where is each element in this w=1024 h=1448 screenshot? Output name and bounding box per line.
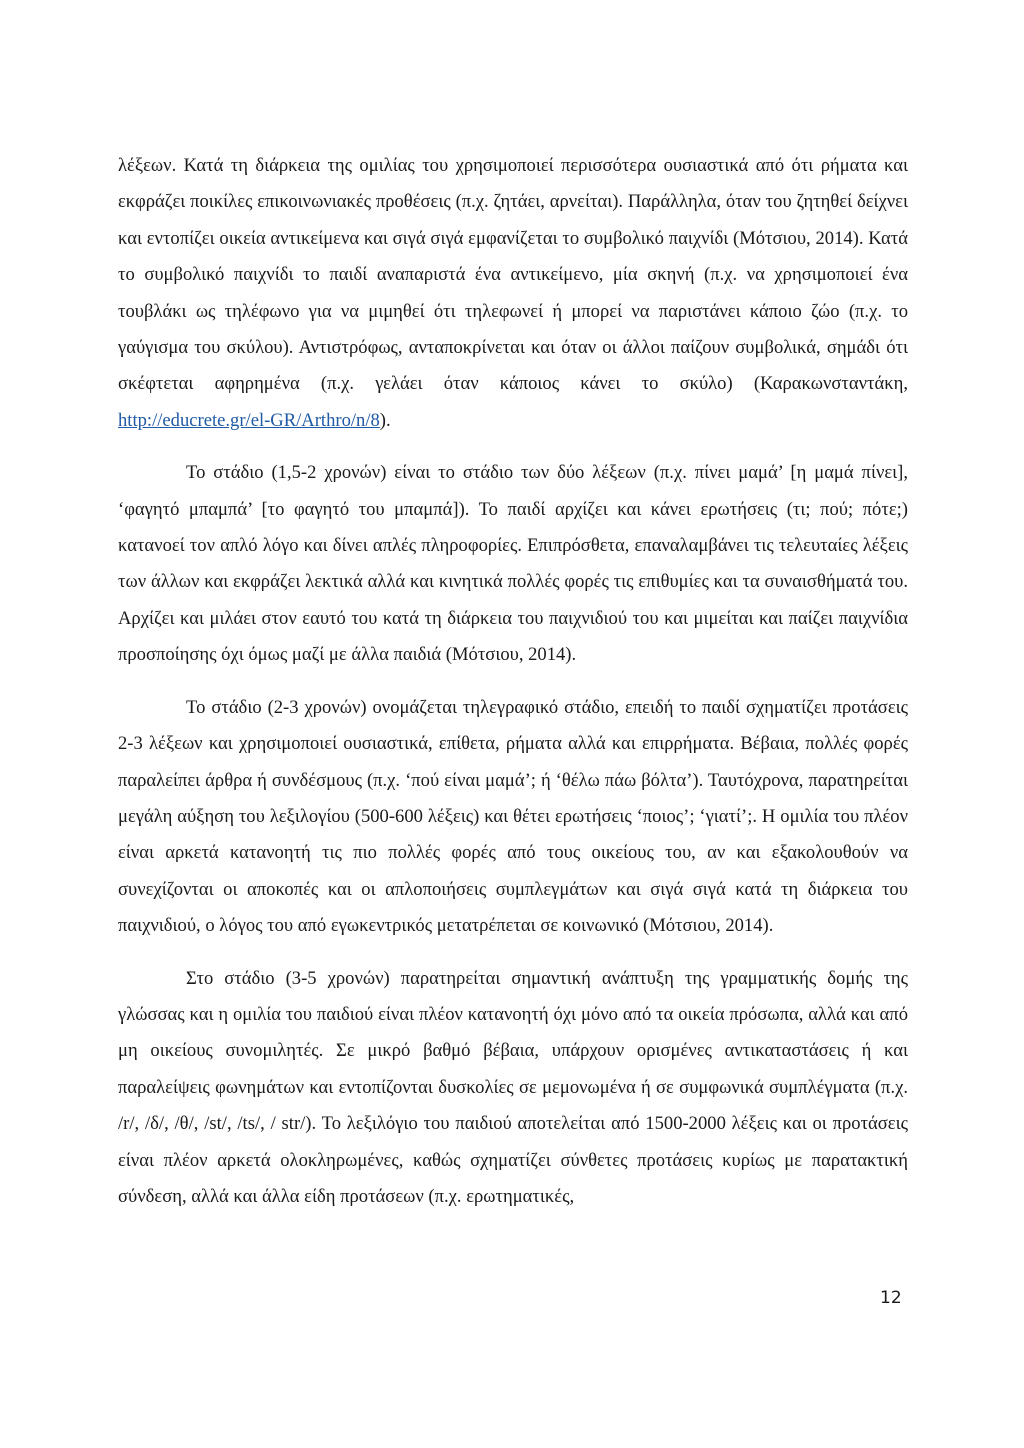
paragraph-three-to-five-stage: Στο στάδιο (3-5 χρονών) παρατηρείται σημαντική ανάπτυξη της γραμματικής δομής της γλώσσας και η ομιλία του παιδιού είναι πλέον κατανοητή όχι μόνο από τα οικεία πρόσωπα, αλλά και από μη οικείους συνομιλητές. Σε μικρό βαθμό βέβαια, υπάρχουν ορισμένες αντικαταστάσεις ή και παραλείψεις φωνημάτων και εντοπίζονται δυσκολίες σε μεμονωμένα ή σε συμφωνικά συμπλέγματα (π.χ. /r/, /δ/, /θ/, /st/, /ts/, / str/). Το λεξιλόγιο του παιδιού αποτελείται από 1500-2000 λέξεις και οι προτάσεις είναι πλέον αρκετά ολοκληρωμένες, καθώς σχηματίζει σύνθετες προτάσεις κυρίως με παρατακτική σύνδεση, αλλά και άλλα είδη προτάσεων (π.χ. ερωτηματικές, [118, 967, 908, 1207]
paragraph-two-word-stage: Το στάδιο (1,5-2 χρονών) είναι το στάδιο των δύο λέξεων (π.χ. πίνει μαμά’ [η μαμά πίνει], ‘φαγητό μπαμπά’ [το φαγητό του μπαμπά]). Το παιδί αρχίζει και κάνει ερωτήσεις (τι; πού; πότε;) κατανοεί τον απλό λόγο και δίνει απλές πληροφορίες. Επιπρόσθετα, επαναλαμβάνει τις τελευταίες λέξεις των άλλων και εκφράζει λεκτικά αλλά και κινητικά πολλές φορές τις επιθυμίες και τα συναισθήματά του. Αρχίζει και μιλάει στον εαυτό του κατά τη διάρκεια του παιχνιδιού του και μιμείται και παίζει παιχνίδια προσποίησης όχι όμως μαζί με άλλα παιδιά (Μότσιου, 2014). [118, 462, 908, 666]
document-body [118, 148, 908, 1215]
paragraph-telegraphic-stage: Το στάδιο (2-3 χρονών) ονομάζεται τηλεγραφικό στάδιο, επειδή το παιδί σχηματίζει προτάσεις 2-3 λέξεων και χρησιμοποιεί ουσιαστικά, επίθετα, ρήματα αλλά και επιρρήματα. Βέβαια, πολλές φορές παραλείπει άρθρα ή συνδέσμους (π.χ. ‘πού είναι μαμά’; ή ‘θέλω πάω βόλτα’). Ταυτόχρονα, παρατηρείται μεγάλη αύξηση του λεξιλογίου (500-600 λέξεις) και θέτει ερωτήσεις ‘ποιος’; ‘γιατί’;. Η ομιλία του πλέον είναι αρκετά κατανοητή τις πιο πολλές φορές από τους οικείους του, αν και εξακολουθούν να συνεχίζονται οι αποκοπές και οι απλοποιήσεις συμπλεγμάτων και σιγά σιγά κατά τη διάρκεια του παιχνιδιού, ο λόγος του από εγωκεντρικός μετατρέπεται σε κοινωνικό (Μότσιου, 2014). [118, 696, 908, 937]
page-number: 12 [880, 1288, 902, 1308]
reference-link[interactable]: http://educrete.gr/el-GR/Arthro/n/8 [118, 409, 380, 431]
paragraph-text: λέξεων. Κατά τη διάρκεια της ομιλίας του χρησιμοποιεί περισσότερα ουσιαστικά από ότι ρήματα και εκφράζει ποικίλες επικοινωνιακές προθέσεις (π.χ. ζητάει, αρνείται). Παράλληλα, όταν του ζητηθεί δείχνει και εντοπίζει οικεία αντικείμενα και σιγά σιγά εμφανίζεται το συμβολικό παιχνίδι (Μότσιου, 2014). Κατά το συμβολικό παιχνίδι το παιδί αναπαριστά ένα αντικείμενο, μία σκηνή (π.χ. να χρησιμοποιεί ένα τουβλάκι ως τηλέφωνο για να μιμηθεί ότι τηλεφωνεί ή μπορεί να παριστάνει κάποιο ζώο (π.χ. το γαύγισμα του σκύλου). Αντιστρόφως, ανταποκρίνεται και όταν οι άλλοι παίζουν συμβολικά, σημάδι ότι σκέφτεται αφηρημένα (π.χ. γελάει όταν κάποιος κάνει το σκύλο) (Καρακωνσταντάκη, [118, 155, 908, 395]
paragraph-continuation [118, 148, 908, 439]
paragraph-text-end: ). [379, 409, 391, 431]
